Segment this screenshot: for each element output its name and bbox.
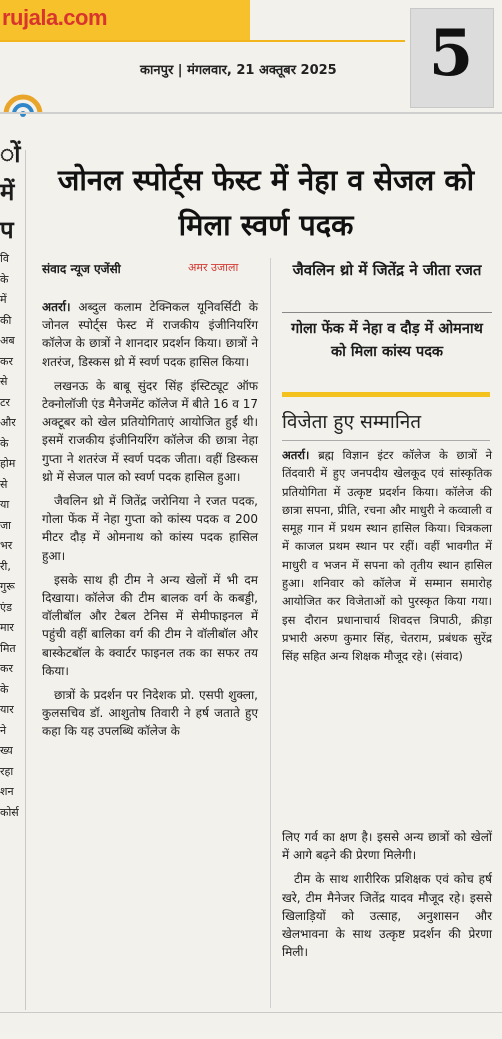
left-fragment: में [0,178,15,206]
masthead-bottom-rule [0,112,502,114]
subheading-rule [282,312,492,313]
yellow-rule [282,392,490,397]
article-paragraph: छात्रों के प्रदर्शन पर निदेशक प्रो. एसपी शुक्ला, कुलसचिव डॉ. आशुतोष तिवारी ने हर्ष जताते हुए कहा कि यह उपलब्धि कॉलेज के [42,688,258,739]
article-paragraph: लिए गर्व का क्षण है। इससे अन्य छात्रों को खेलों में आगे बढ़ने की प्रेरणा मिलेगी। [282,830,492,863]
left-fragment: जा [0,518,12,532]
subheading-javelin: जैवलिन थ्रो में जितेंद्र ने जीता रजत [292,261,482,279]
left-fragment: टर [0,395,11,409]
left-fragment: कर [0,354,13,368]
left-fragment: भर [0,539,13,552]
left-fragment: अब [0,334,15,347]
winners-title: विजेता हुए सम्मानित [282,411,422,433]
left-fragment: में [0,293,7,306]
column-divider [270,258,271,1008]
logo-arc-icon [0,84,46,130]
article-paragraph: टीम के साथ शारीरिक प्रशिक्षक एवं कोच हर्ष खरे, टीम मैनेजर जितेंद्र यादव मौजूद रहे। इससे खिलाड़ियों को उत्साह, अनुशासन और खेलभावना के साथ उत्कृष्ट प्रदर्शन की प्रेरणा मिली। [282,872,492,960]
left-fragment: री, [0,559,11,573]
article-paragraph: लखनऊ के बाबू सुंदर सिंह इंस्टिट्यूट ऑफ टेक्नोलॉजी एंड मैनेजमेंट कॉलेज में बीते 16 व 17 अक्टूबर को खेल प्रतियोगिताएं आयोजित हुईं थी। इसमें राजकीय इंजीनियरिंग कॉलेज की छात्रा नेहा गुप्ता ने शतरंज में स्वर्ण पदक जीता। वहीं डिस्कस थ्रो में सेजल पाल को स्वर्ण पदक हासिल हुआ। [42,378,258,484]
left-fragment: ने [0,723,7,737]
left-fragment: वि [0,252,9,265]
article-column-2 [282,828,492,967]
winners-paragraph [282,446,492,666]
winners-credit: (संवाद) [430,649,463,664]
winners-story [282,446,492,672]
left-cut-column [0,125,21,823]
article-paragraph: इसके साथ ही टीम ने अन्य खेलों में भी दम दिखाया। कॉलेज की टीम बालक वर्ग के कबड्डी, वॉलीबॉल और टेबल टेनिस में सेमीफाइनल में पहुंची वहीं बालिका वर्ग की टीम ने वॉलीबॉल और बास्केटबॉल के क्वार्टर फाइनल तक का सफर तय किया। [42,572,258,678]
left-fragment: मित [0,641,16,655]
left-fragment: प [0,216,14,244]
left-fragment: से [0,477,8,491]
headline: जोनल स्पोर्ट्स फेस्ट में नेहा व सेजल को मिला स्वर्ण पदक [57,163,475,242]
article-dateline: अतर्रा। [42,300,71,314]
left-fragment: कोर्स [0,805,19,819]
left-fragment: मार [0,621,14,634]
article-paragraph: जैवलिन थ्रो में जितेंद्र जरोनिया ने रजत पदक, गोला फेंक में नेहा गुप्ता को कांस्य पदक व 200 मीटर दौड़ में ओमनाथ को कांस्य पदक हासिल हुआ। [42,494,258,563]
page-number: 5 [428,16,474,91]
left-fragment: के [0,682,9,696]
left-fragment: रहा [0,764,14,778]
article-text: अब्दुल कलाम टेक्निकल यूनिवर्सिटी के जोनल स्पोर्ट्स फेस्ट में राजकीय इंजीनियरिंग कॉलेज के छात्रों ने शानदार प्रदर्शन किया। छात्रों ने शतरंज, डिस्कस थ्रो में स्वर्ण पदक हासिल किया। [42,300,258,369]
byline: संवाद न्यूज एजेंसी [42,262,121,276]
article-paragraph [42,298,258,371]
winners-text: ब्रह्म विज्ञान इंटर कॉलेज के छात्रों ने तिंदवारी में हुए जनपदीय खेलकूद एवं सांस्कृतिक प्रतियोगिता में उत्कृष्ट प्रदर्शन किया। कॉलेज की छात्रा सपना, प्रीति, रचना और माधुरी ने कव्वाली व समूह गान में प्रथम स्थान हासिल किया। चित्रकला में काजल प्रथम स्थान पर रहीं। वहीं भावगीत में माधुरी व भजन में सपना को तृतीय स्थान हासिल हुआ। शनिवार को कॉलेज में सम्मान समारोह आयोजित कर विजेताओं को पुरस्कृत किया गया। इस दौरान प्रधानाचार्य शिवदत्त त्रिपाठी, क्रीड़ा प्रभारी अरुण कुमार सिंह, चेतराम, प्रबंधक सुरेंद्र सिंह सहित अन्य शिक्षक मौजूद रहे। [282,448,492,664]
winners-rule [282,440,490,441]
footer-rule [0,1012,502,1013]
dateline: कानपुर | मंगलवार, 21 अक्तूबर 2025 [140,63,337,78]
left-fragment: होम [0,457,16,470]
left-fragment: एंड [0,600,12,614]
column-divider [25,150,26,1010]
left-fragment: गुरू [0,580,15,593]
left-fragment: से [0,375,8,388]
left-fragment: ों [0,140,21,168]
article-column-1 [42,298,258,747]
masthead-rule-yellow [0,40,405,42]
left-fragment: यार [0,703,14,716]
subheading-shotput: गोला फेंक में नेहा व दौड़ में ओमनाथ को मिला कांस्य पदक [291,321,483,360]
left-fragment: या [0,498,10,511]
left-fragment: कर [0,662,13,675]
left-fragment: के [0,272,9,286]
left-fragment: ख्य [0,744,13,757]
left-fragment: और [0,416,16,429]
left-fragment: शन [0,785,14,798]
left-fragment: के [0,436,9,450]
publisher-stamp: अमर उजाला [188,261,239,274]
left-fragment: की [0,313,12,327]
winners-dateline: अतर्रा। [282,448,310,462]
brand-name: rujala.com [2,5,108,30]
